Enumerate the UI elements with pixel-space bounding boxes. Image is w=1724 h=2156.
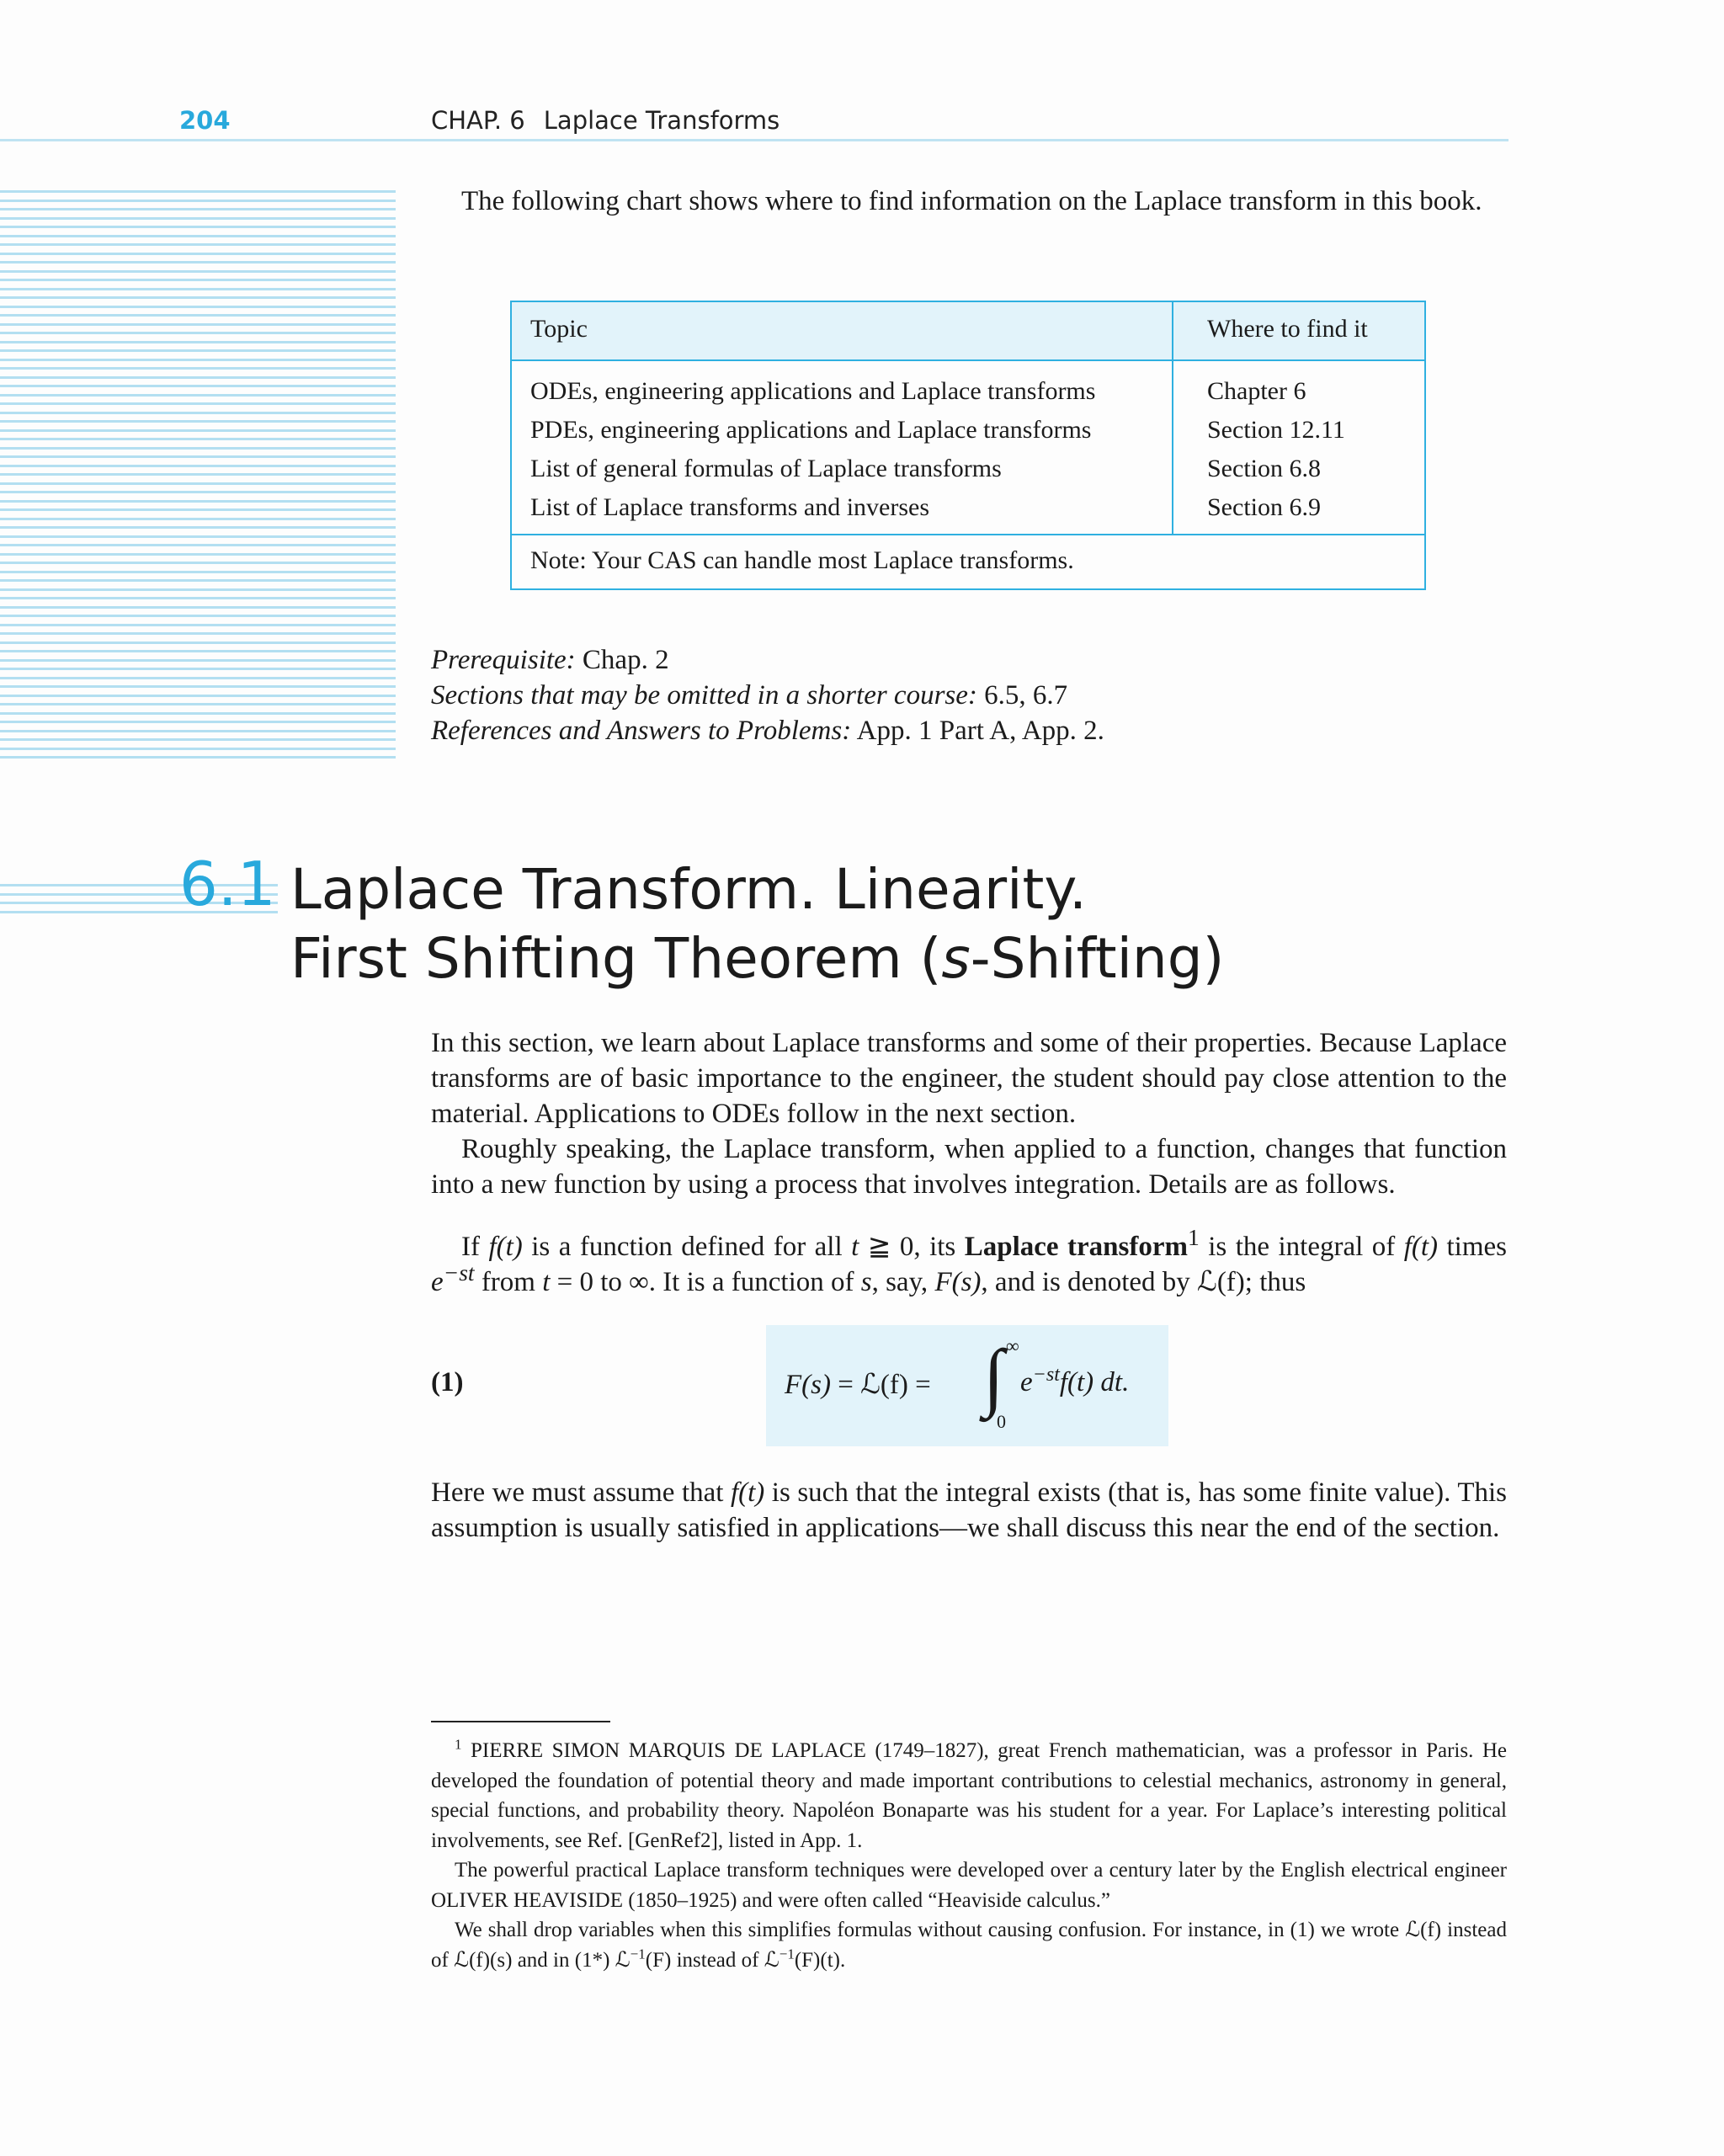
stripe-line <box>0 394 396 397</box>
section-title-line-1: Laplace Transform. Linearity. <box>290 857 1087 922</box>
stripe-line <box>0 695 396 697</box>
stripe-line <box>0 341 396 343</box>
stripe-line <box>0 243 396 246</box>
stripe-line <box>0 455 396 458</box>
stripe-line <box>0 518 396 520</box>
footnote-paragraph-2: The powerful practical Laplace transform techniques were developed over a century later by the English electrical engineer OLIVER HEAVISIDE (1850–1925) and were often called “Heaviside calculus.” <box>431 1859 1507 1912</box>
stripe-line <box>0 217 396 220</box>
stripe-line <box>0 535 396 538</box>
chapter-label: CHAP. 6 <box>431 106 525 135</box>
stripe-line <box>0 526 396 529</box>
footnote-mark: 1 <box>455 1736 462 1753</box>
stripe-line <box>0 438 396 440</box>
stripe-line <box>0 306 396 308</box>
footnote-paragraph-3: We shall drop variables when this simplifies formulas without causing confusion. For instance, in (1) we wrote ℒ(f) instead of ℒ(f)(s) and in (1*) ℒ$^{-1}$(F) instead of ℒ$^{-1}$(F)(t). <box>431 1919 1507 1972</box>
footnote-rule <box>431 1721 610 1722</box>
stripe-line <box>0 721 396 723</box>
decorative-stripes <box>0 190 396 765</box>
stripe-line <box>0 376 396 379</box>
integral-sign: ∫ <box>983 1335 1004 1419</box>
prerequisite-value: Chap. 2 <box>582 645 669 675</box>
table-cell-topic: List of general formulas of Laplace transforms <box>530 455 1002 482</box>
title-variable: s <box>941 926 971 991</box>
integral-upper-limit: ∞ <box>1006 1335 1019 1356</box>
stripe-line <box>0 226 396 228</box>
stripe-line <box>0 412 396 414</box>
stripe-line <box>0 359 396 361</box>
table-cell-topic: List of Laplace transforms and inverses <box>530 493 930 521</box>
omit-line <box>431 680 1067 711</box>
stripe-line <box>0 712 396 715</box>
stripe-line <box>0 465 396 467</box>
equation-integrand: $e^{-st}f(t)$ dt. <box>1020 1364 1130 1397</box>
stripe-line <box>0 730 396 732</box>
stripe-line <box>0 659 396 662</box>
page-number: 204 <box>179 106 231 135</box>
stripe-line <box>0 677 396 679</box>
table-cell-where: Section 6.8 <box>1207 455 1321 482</box>
footnote-paragraph-1: $^1$ PIERRE SIMON MARQUIS DE LAPLACE (1749–1827), great French mathematician, was a professor in Paris. He developed the foundation of potential theory and made important contributions to celestial mechanics, astronomy in general, special functions, and probability theory. Napoléon Bonaparte was his student for a year. For Laplace’s interesting political involvements, see Ref. [GenRef2], listed in App. 1. <box>431 1736 1507 1852</box>
stripe-line <box>0 349 396 352</box>
stripe-line <box>0 508 396 511</box>
stripe-line <box>0 367 396 370</box>
table-header-topic: Topic <box>530 315 588 343</box>
stripe-line <box>0 632 396 635</box>
table-note: Note: Your CAS can handle most Laplace transforms. <box>530 546 1074 574</box>
section-title-line-2 <box>290 926 1224 991</box>
stripe-line <box>0 562 396 564</box>
stripe-line <box>0 235 396 237</box>
stripe-line <box>0 447 396 450</box>
stripe-line <box>0 332 396 334</box>
stripe-line <box>0 571 396 573</box>
stripe-line <box>0 200 396 202</box>
table-topic-column <box>530 372 1095 527</box>
stripe-line <box>0 615 396 617</box>
stripe-line <box>0 668 396 670</box>
table-cell-where: Section 12.11 <box>1207 416 1345 444</box>
stripe-line <box>0 544 396 546</box>
body-paragraph-3: If f(t) is a function defined for all t ≧ 0, its Laplace transform$^1$ is the integral of f(t) times $e^{-st}$ from t = 0 to ∞. It is a function of s, say, F(s), and is denoted by ℒ(f); thus <box>431 1224 1507 1297</box>
footnote-reference: 1 <box>1188 1224 1200 1250</box>
stripe-line <box>0 314 396 317</box>
stripe-line <box>0 473 396 476</box>
title-text: -Shifting) <box>970 926 1225 991</box>
stripe-line <box>0 279 396 281</box>
stripe-line <box>0 553 396 556</box>
stripe-line <box>0 429 396 432</box>
section-number: 6.1 <box>179 849 276 919</box>
omit-value: 6.5, 6.7 <box>984 680 1068 711</box>
stripe-line <box>0 756 396 759</box>
stripe-line <box>0 208 396 210</box>
body-paragraph-2: Roughly speaking, the Laplace transform, when applied to a function, changes that function into a new function by using a process that involves integration. Details are as follows. <box>431 1134 1507 1200</box>
references-line <box>431 716 1104 747</box>
stripe-line <box>0 597 396 599</box>
topic-table <box>510 301 1426 590</box>
stripe-line <box>0 190 396 193</box>
table-where-column <box>1207 372 1345 527</box>
equation-number: (1) <box>431 1367 464 1397</box>
chapter-title: Laplace Transforms <box>543 106 780 135</box>
stripe-line <box>0 738 396 741</box>
equation-lhs: F(s) = ℒ(f) = <box>785 1370 931 1400</box>
stripe-line <box>0 288 396 290</box>
table-cell-topic: ODEs, engineering applications and Laplace transforms <box>530 377 1096 405</box>
table-column-divider <box>1172 302 1173 534</box>
stripe-line <box>0 253 396 255</box>
references-label: References and Answers to Problems: <box>431 716 852 746</box>
references-value: App. 1 Part A, App. 2. <box>856 716 1104 746</box>
header-rule <box>0 139 1508 141</box>
stripe-line <box>0 579 396 582</box>
stripe-line <box>0 650 396 652</box>
body-paragraph-4: Here we must assume that f(t) is such that the integral exists (that is, has some finite value). This assumption is usually satisfied in applications—we shall discuss this near the end of the section. <box>431 1477 1507 1543</box>
stripe-line <box>0 606 396 609</box>
running-head <box>431 106 780 135</box>
prerequisite-label: Prerequisite: <box>431 645 576 675</box>
stripe-line <box>0 261 396 264</box>
stripe-line <box>0 296 396 299</box>
stripe-line <box>0 685 396 688</box>
body-paragraph-1: In this section, we learn about Laplace transforms and some of their properties. Because Laplace transforms are of basic importance to the engineer, the student should pay close attention to the material. Applications to ODEs follow in the next section. <box>431 1028 1507 1129</box>
table-note-divider <box>512 534 1424 535</box>
term-laplace-transform: Laplace transform <box>964 1232 1188 1262</box>
stripe-line <box>0 402 396 405</box>
stripe-line <box>0 323 396 326</box>
stripe-line <box>0 491 396 493</box>
omit-label: Sections that may be omitted in a shorter course: <box>431 680 977 711</box>
stripe-line <box>0 624 396 626</box>
intro-paragraph: The following chart shows where to find information on the Laplace transform in this book. <box>461 186 1482 216</box>
table-header-where: Where to find it <box>1207 315 1368 343</box>
integral-lower-limit: 0 <box>997 1411 1006 1432</box>
stripe-line <box>0 703 396 705</box>
stripe-line <box>0 500 396 503</box>
title-text: First Shifting Theorem ( <box>290 926 942 991</box>
stripe-line <box>0 420 396 423</box>
table-cell-where: Chapter 6 <box>1207 377 1306 405</box>
table-cell-topic: PDEs, engineering applications and Laplace transforms <box>530 416 1092 444</box>
stripe-line <box>0 270 396 273</box>
stripe-line <box>0 385 396 387</box>
prerequisite-line <box>431 645 669 676</box>
stripe-line <box>0 482 396 485</box>
stripe-line <box>0 748 396 750</box>
stripe-line <box>0 641 396 644</box>
table-cell-where: Section 6.9 <box>1207 493 1321 521</box>
stripe-line <box>0 588 396 591</box>
